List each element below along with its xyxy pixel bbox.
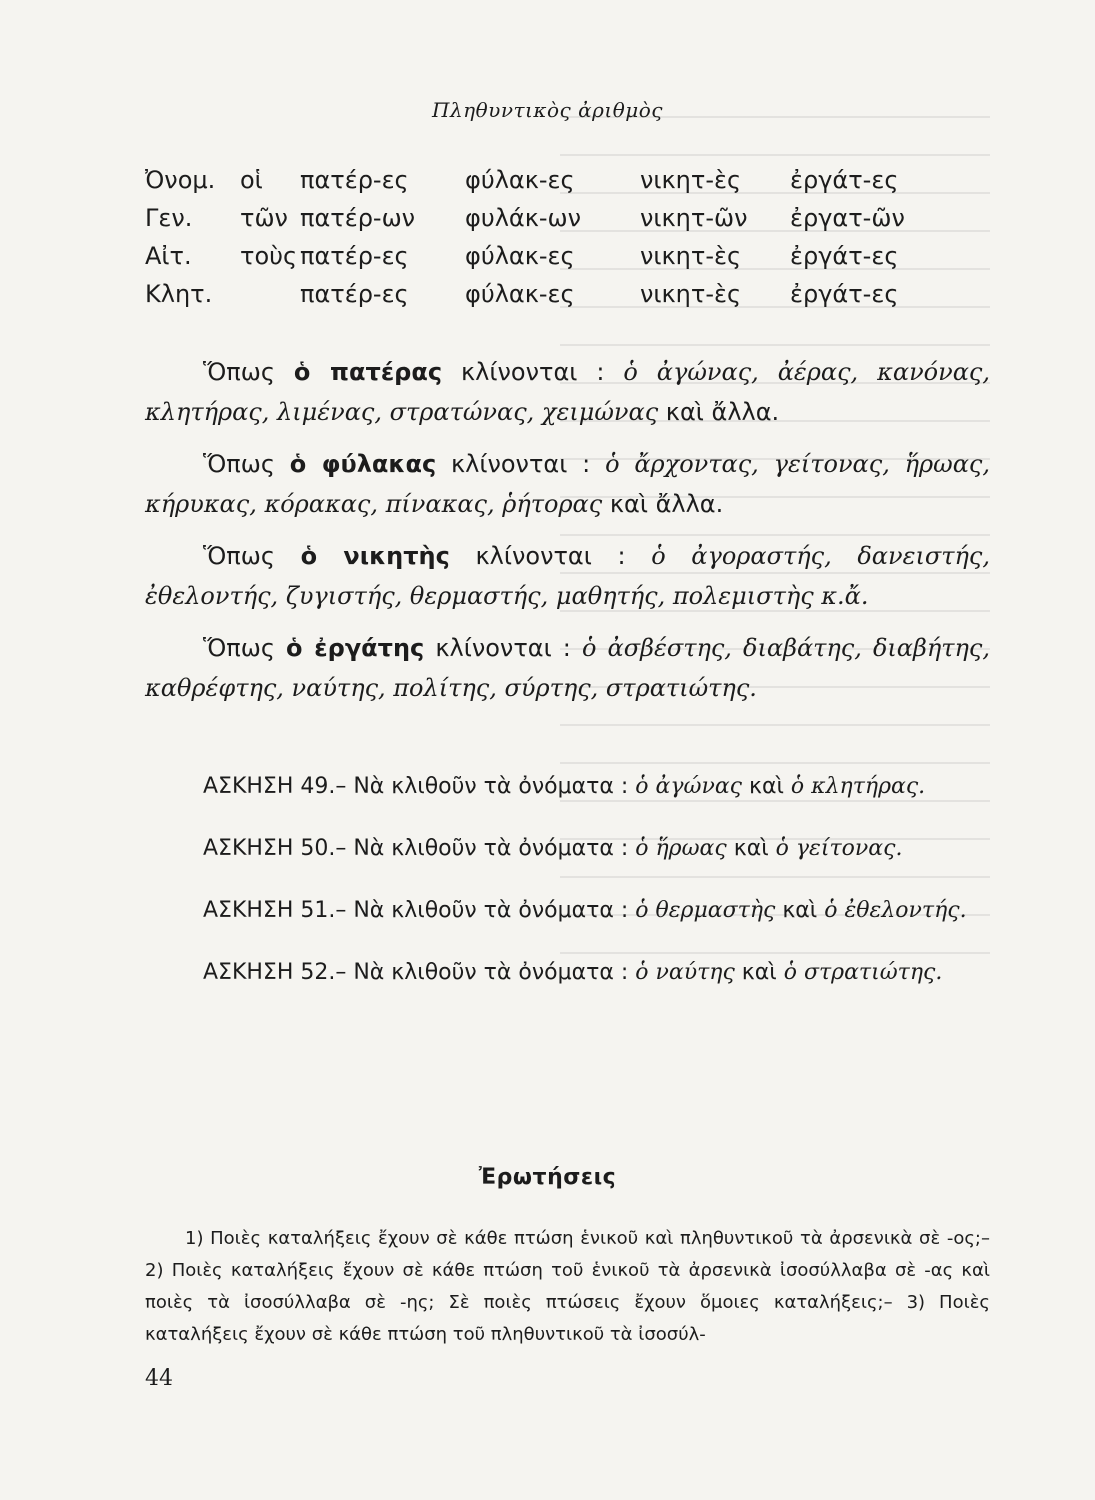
page-number: 44 [145,1366,173,1391]
article: οἱ [240,166,263,194]
table-cell: νικητ-ὲς [640,166,742,194]
exercise-word: ὁ ναύτης [635,960,735,985]
declension-table [145,165,920,317]
exercise [145,956,990,990]
paragraph [145,352,990,432]
exercise-conj: καὶ [733,836,769,861]
table-cell: φύλακ-ες [465,166,575,194]
exercise-word: ὁ στρατιώτης. [783,960,943,985]
paragraph-verb: κλίνονται : [451,450,591,478]
exercise-conj: καὶ [741,960,777,985]
paragraph-list: ὁ ἀγοραστής, δανειστής, ἐθελοντής, ζυγιστής, θερμαστής, μαθητής, πολεμιστὴς κ.ἄ. [145,542,991,610]
paragraph-lead: Ὅπως [203,634,275,662]
paragraph-example: ὁ πατέρας [293,358,443,386]
table-cell: ἐργάτ-ες [790,166,899,194]
case-label: Ὀνομ. [145,166,216,194]
table-cell: πατέρ-ες [300,166,409,194]
table-row [145,241,920,279]
exercise-label: ΑΣΚΗΣΗ 50.– Νὰ κλιθοῦν τὰ ὀνόματα : [203,836,629,861]
paragraph [145,628,990,708]
exercise-word: ὁ ἐθελοντής. [824,898,967,923]
paragraph-lead: Ὅπως [203,450,275,478]
paragraph [145,444,990,524]
article: τῶν [240,204,288,232]
paragraph-end: καὶ ἄλλα. [609,490,724,518]
paragraph-list: ὁ ἀσβέστης, διαβάτης, διαβήτης, καθρέφτης, ναύτης, πολίτης, σύρτης, στρατιώτης. [145,634,990,702]
declension-paragraphs [145,352,990,720]
table-cell: πατέρ-ων [300,204,416,232]
questions-text: 1) Ποιὲς καταλήξεις ἔχουν σὲ κάθε πτώση ἑνικοῦ καὶ πληθυντικοῦ τὰ ἀρσενικὰ σὲ -ος;– 2) Ποιὲς καταλήξεις ἔχουν σὲ κάθε πτώση τοῦ ἑνικοῦ τὰ ἀρσενικὰ ἰσοσύλλαβα σὲ -ας καὶ ποιὲς τὰ ἰσοσύλλαβα σὲ -ης; Σὲ ποιὲς πτώσεις ἔχουν ὅμοιες καταλήξεις;– 3) Ποιὲς καταλήξεις ἔχουν σὲ κάθε πτώση τοῦ πληθυντικοῦ τὰ ἰσοσύλ- [145,1228,990,1345]
exercise-word: ὁ κλητήρας. [790,774,926,799]
article [240,279,300,317]
table-cell: νικητ-ὲς [640,242,742,270]
table-cell: φυλάκ-ων [465,204,582,232]
paragraph [145,536,990,616]
exercises [145,770,990,1018]
exercise-word: ὁ γείτονας. [775,836,903,861]
exercise-word: ὁ ἀγώνας [635,774,742,799]
questions-title: Ἐρωτήσεις [478,1165,617,1190]
running-title: Πληθυντικὸς ἀριθμὸς [432,98,663,122]
exercise [145,894,990,928]
paragraph-list: ὁ ἀγώνας, ἀέρας, κανόνας, κλητήρας, λιμένας, στρατώνας, χειμώνας [145,358,990,426]
table-cell: πατέρ-ες [300,280,409,308]
exercise-label: ΑΣΚΗΣΗ 52.– Νὰ κλιθοῦν τὰ ὀνόματα : [203,960,629,985]
paragraph-verb: κλίνονται : [475,542,626,570]
article: τοὺς [240,242,298,270]
paragraph-list: ὁ ἄρχοντας, γείτονας, ἥρωας, κήρυκας, κόρακας, πίνακας, ῥήτορας [145,450,990,518]
paragraph-lead: Ὅπως [203,542,275,570]
table-cell: ἐργάτ-ες [790,280,899,308]
exercise-conj: καὶ [749,774,784,799]
paragraph-end: καὶ ἄλλα. [665,398,780,426]
paragraph-example: ὁ ἐργάτης [286,634,425,662]
table-cell: ἐργάτ-ες [790,242,899,270]
exercise [145,832,990,866]
exercise-label: ΑΣΚΗΣΗ 49.– Νὰ κλιθοῦν τὰ ὀνόματα : [203,774,629,799]
table-cell: φύλακ-ες [465,242,575,270]
paragraph-verb: κλίνονται : [461,358,605,386]
paragraph-lead: Ὅπως [203,358,275,386]
exercise-label: ΑΣΚΗΣΗ 51.– Νὰ κλιθοῦν τὰ ὀνόματα : [203,898,629,923]
case-label: Αἰτ. [145,242,192,270]
exercise-word: ὁ θερμαστὴς [635,898,776,923]
case-label: Γεν. [145,204,193,232]
table-row [145,279,920,317]
table-cell: νικητ-ῶν [640,204,748,232]
table-cell: ἐργατ-ῶν [790,204,905,232]
paragraph-example: ὁ φύλακας [289,450,437,478]
case-label: Κλητ. [145,280,213,308]
table-cell: πατέρ-ες [300,242,409,270]
exercise [145,770,990,804]
paragraph-verb: κλίνονται : [435,634,571,662]
table-cell: φύλακ-ες [465,280,575,308]
paragraph-example: ὁ νικητὴς [300,542,450,570]
table-cell: νικητ-ὲς [640,280,742,308]
exercise-word: ὁ ἥρωας [635,836,727,861]
table-row [145,165,920,203]
table-row [145,203,920,241]
exercise-conj: καὶ [782,898,818,923]
